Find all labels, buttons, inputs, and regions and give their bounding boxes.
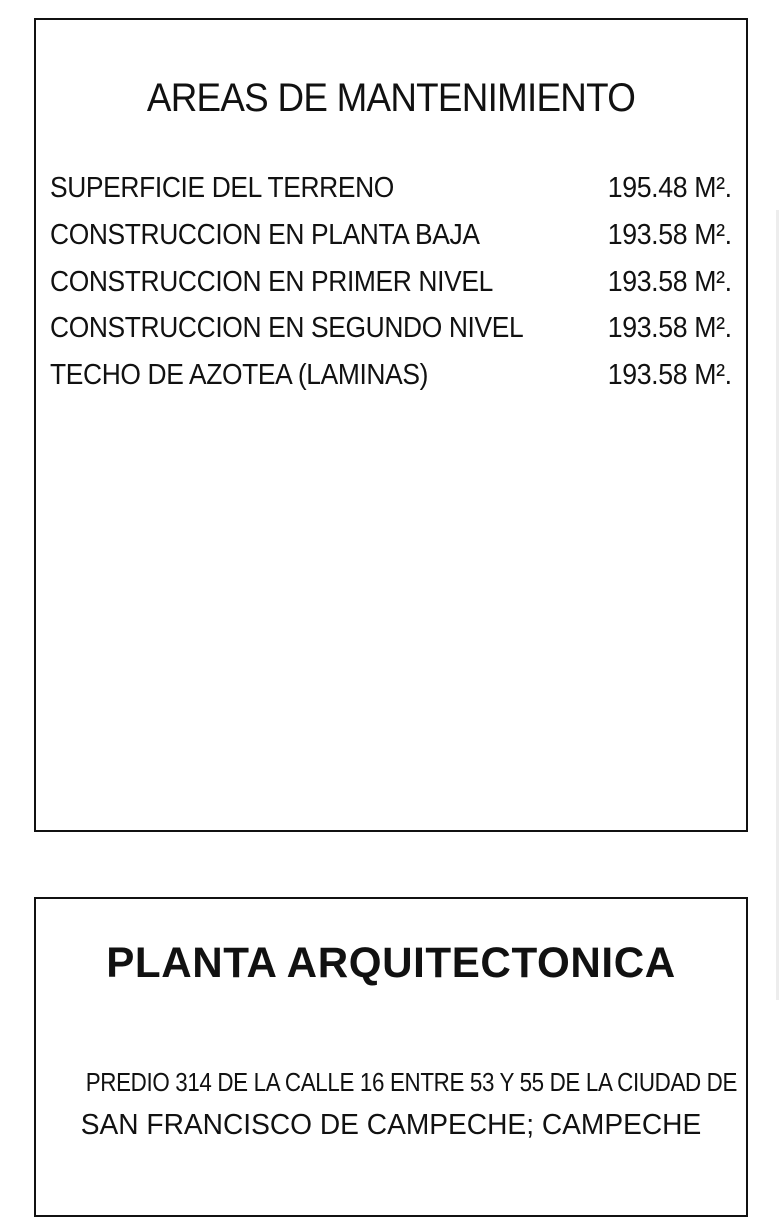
area-label: SUPERFICIE DEL TERRENO xyxy=(50,172,394,204)
areas-list xyxy=(50,172,732,406)
area-row xyxy=(50,359,732,406)
area-label: CONSTRUCCION EN PLANTA BAJA xyxy=(50,218,480,251)
area-row xyxy=(50,172,732,219)
areas-panel xyxy=(34,18,748,832)
area-row xyxy=(50,219,732,266)
area-value: 193.58 M². xyxy=(608,312,732,345)
area-row xyxy=(50,312,732,359)
area-label: CONSTRUCCION EN PRIMER NIVEL xyxy=(50,265,493,298)
plan-panel xyxy=(34,897,748,1217)
area-value: 195.48 M². xyxy=(608,172,732,204)
address-line-1: PREDIO 314 DE LA CALLE 16 ENTRE 53 Y 55 DE LA CIUDAD DE xyxy=(85,1067,738,1097)
area-value: 193.58 M². xyxy=(608,359,732,392)
address-line-2: SAN FRANCISCO DE CAMPECHE; CAMPECHE xyxy=(80,1109,702,1141)
plan-title: PLANTA ARQUITECTONICA xyxy=(106,939,676,987)
scrollbar-track[interactable] xyxy=(776,210,779,1000)
area-value: 193.58 M². xyxy=(608,265,732,298)
area-row xyxy=(50,266,732,313)
area-label: TECHO DE AZOTEA (LAMINAS) xyxy=(50,359,429,392)
area-value: 193.58 M². xyxy=(608,218,732,251)
area-label: CONSTRUCCION EN SEGUNDO NIVEL xyxy=(50,312,524,345)
areas-title: AREAS DE MANTENIMIENTO xyxy=(146,76,636,120)
